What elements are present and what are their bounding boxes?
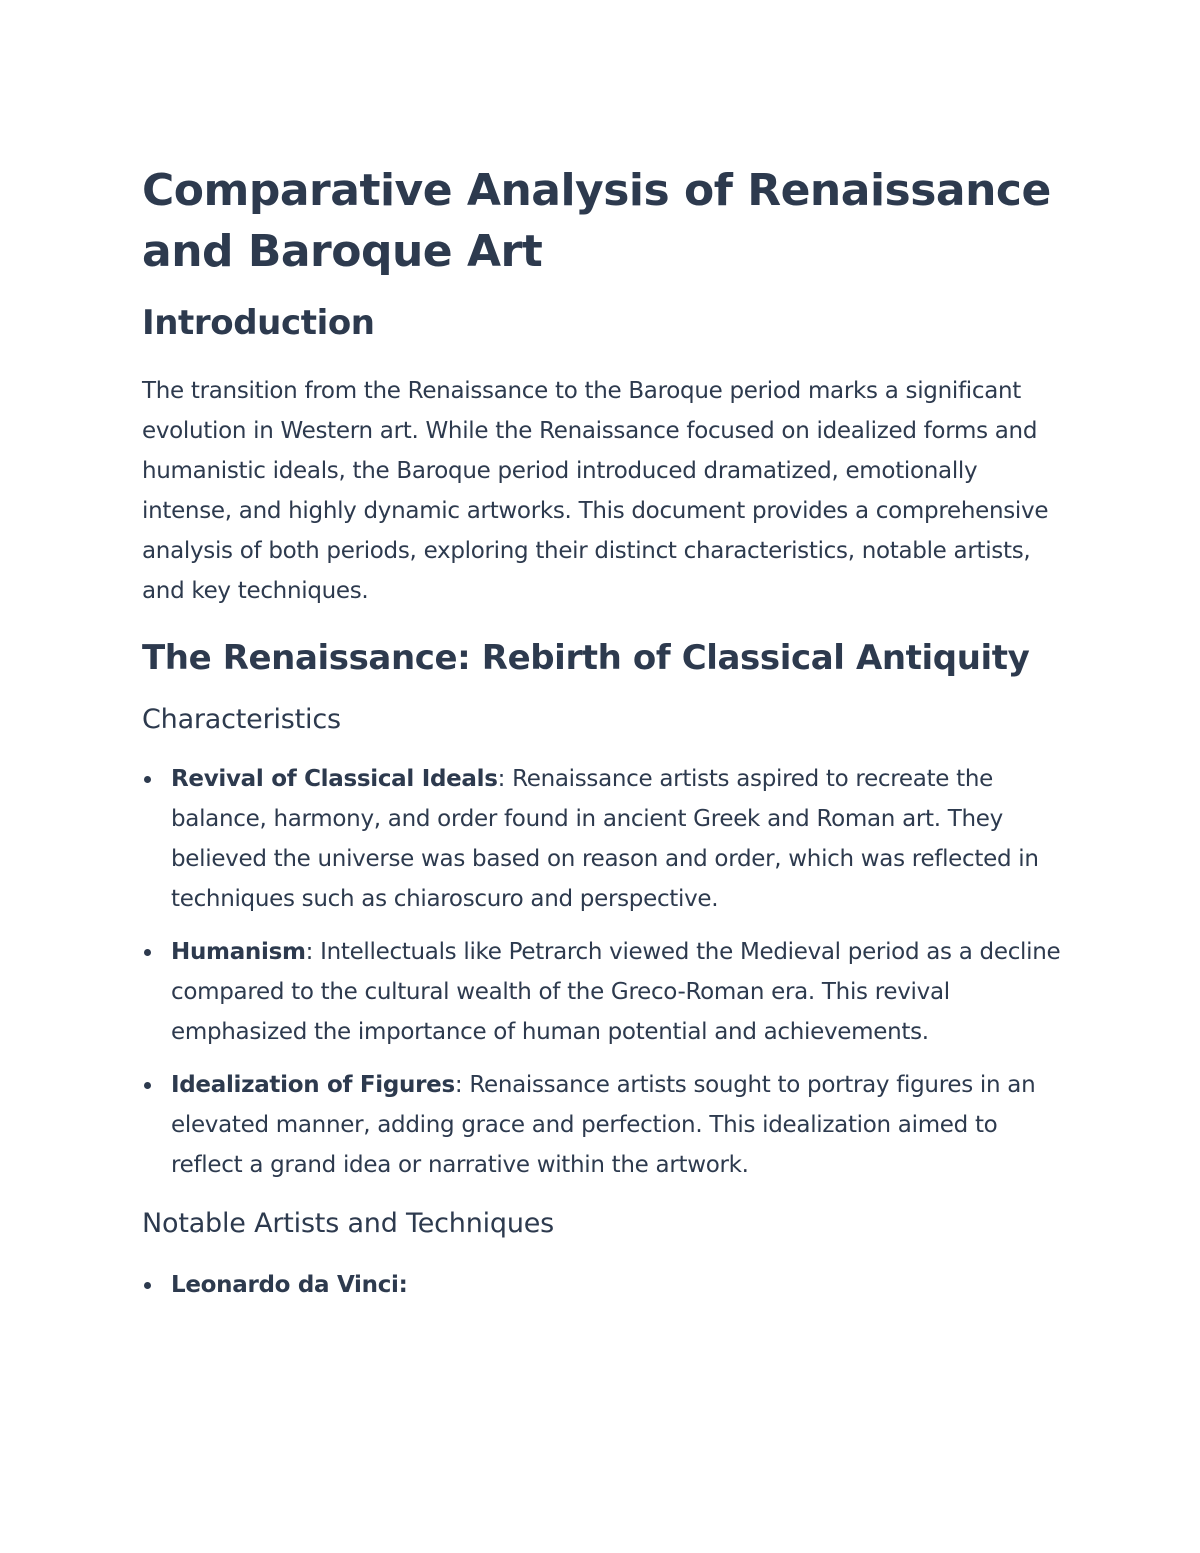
bullet-icon: [144, 776, 151, 783]
bullet-icon: [144, 1282, 151, 1289]
item-text: : Intellectuals like Petrarch viewed the Medieval period as a decline compared to the cultural wealth of the Greco-Roman era. This revival emphasized the importance of human potential and achievements.: [171, 939, 1061, 1045]
artists-list: [142, 1265, 1062, 1305]
item-term: Leonardo da Vinci:: [171, 1272, 408, 1298]
introduction-heading: Introduction: [142, 303, 375, 343]
list-item: [142, 1265, 1062, 1305]
list-item: [142, 759, 1062, 919]
characteristics-list: [142, 759, 1062, 1185]
item-text: : Renaissance artists sought to portray figures in an elevated manner, adding grace and perfection. This idealization aimed to reflect a grand idea or narrative within the artwork.: [171, 1072, 1036, 1178]
introduction-paragraph: The transition from the Renaissance to the Baroque period marks a significant evolution in Western art. While the Renaissance focused on idealized forms and humanistic ideals, the Baroque period introduced dramatized, emotionally intense, and highly dynamic artworks. This document provides a comprehensive analysis of both periods, exploring their distinct characteristics, notable artists, and key techniques.: [142, 378, 1049, 604]
list-item: [142, 1065, 1062, 1185]
list-item: [142, 932, 1062, 1052]
document-page: [142, 160, 1062, 1305]
item-term: Idealization of Figures: [171, 1072, 455, 1098]
document-title: Comparative Analysis of Renaissance and Baroque Art: [142, 165, 1051, 277]
artists-heading: Notable Artists and Techniques: [142, 1208, 555, 1239]
item-term: Humanism: [171, 939, 306, 965]
bullet-icon: [144, 949, 151, 956]
item-term: Revival of Classical Ideals: [171, 766, 498, 792]
renaissance-heading: The Renaissance: Rebirth of Classical Antiquity: [142, 638, 1030, 678]
item-text: : Renaissance artists aspired to recreate the balance, harmony, and order found in ancient Greek and Roman art. They believed the universe was based on reason and order, which was reflected in techniques such as chiaroscuro and perspective.: [171, 766, 1039, 912]
characteristics-heading: Characteristics: [142, 704, 341, 735]
bullet-icon: [144, 1082, 151, 1089]
